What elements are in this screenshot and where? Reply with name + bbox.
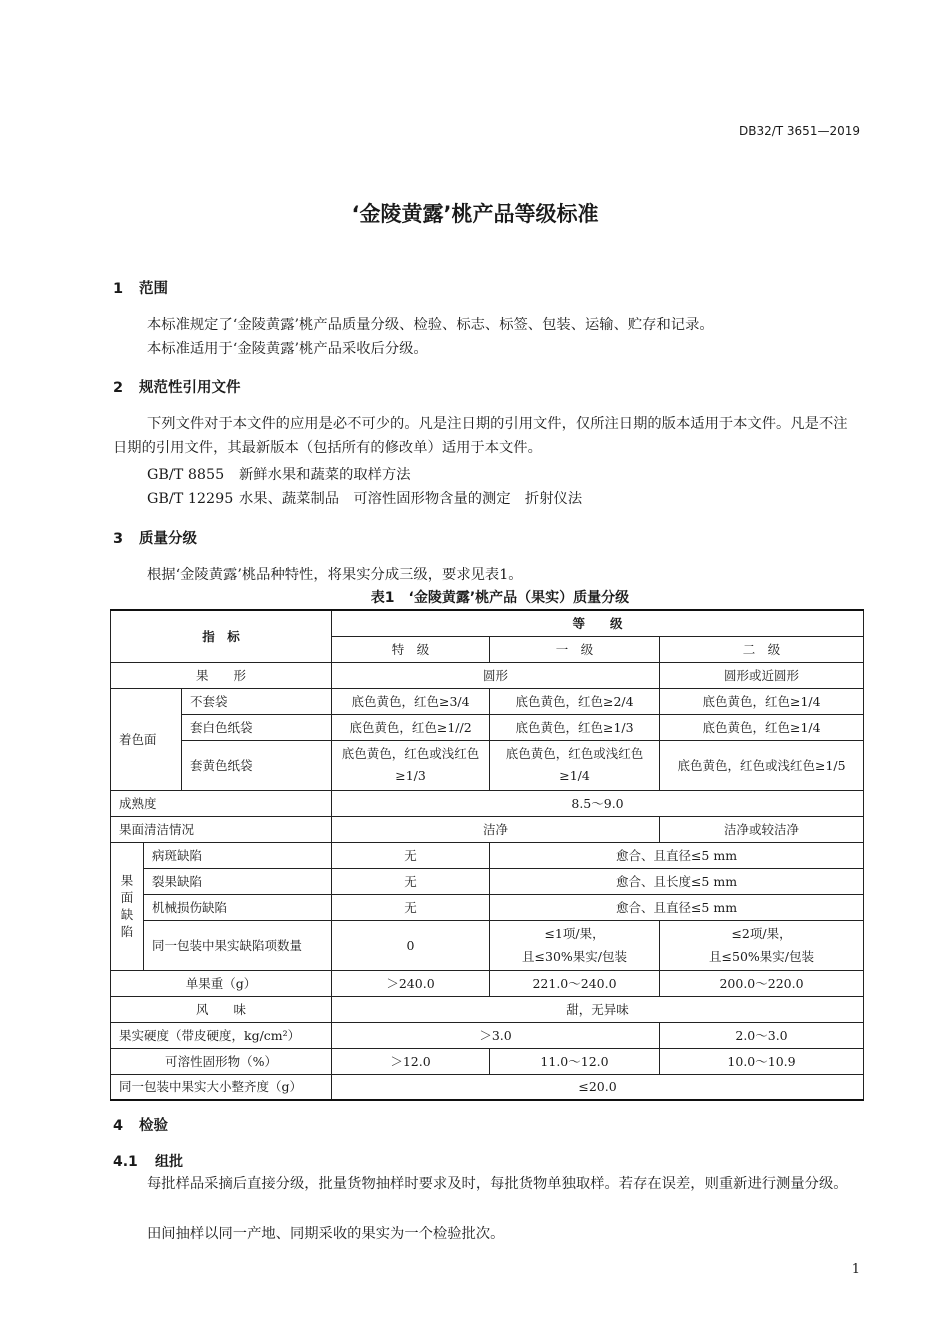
cell: 无 <box>332 842 490 868</box>
paragraph: 本标准规定了‘金陵黄露’桃产品质量分级、检验、标志、标签、包装、运输、贮存和记录。 <box>147 317 714 333</box>
reference-code: GB/T 12295 <box>147 491 234 507</box>
cell-line: ≤1项/果， <box>544 926 605 941</box>
cell: 底色黄色，红色≥3/4 <box>332 688 490 714</box>
section-3-heading <box>113 527 197 548</box>
row-sublabel: 裂果缺陷 <box>144 868 332 894</box>
header-indicator: 指 标 <box>111 610 332 662</box>
table-caption: 表1 ‘金陵黄露’桃产品（果实）质量分级 <box>370 590 630 606</box>
row-label: 可溶性固形物（%） <box>111 1048 332 1074</box>
section-1-heading <box>113 277 168 298</box>
table-row <box>111 1048 864 1074</box>
table-row <box>111 868 864 894</box>
cell: 愈合、且直径≤5 mm <box>490 894 864 920</box>
cell: ＞12.0 <box>332 1048 490 1074</box>
row-sublabel: 套黄色纸袋 <box>182 740 332 790</box>
row-sublabel: 病斑缺陷 <box>144 842 332 868</box>
section-title: 检验 <box>139 1118 168 1134</box>
table-row <box>111 688 864 714</box>
paragraph: 下列文件对于本文件的应用是必不可少的。凡是注日期的引用文件，仅所注日期的版本适用于本文件。凡是不注日期的引用文件，其最新版本（包括所有的修改单）适用于本文件。 <box>113 416 848 456</box>
cell: 愈合、且长度≤5 mm <box>490 868 864 894</box>
cell: 8.5～9.0 <box>332 790 864 816</box>
section-title: 质量分级 <box>139 531 197 547</box>
cell: ＞3.0 <box>332 1022 660 1048</box>
table-row <box>111 996 864 1022</box>
cell: 底色黄色，红色或浅红色≥1/3 <box>332 740 490 790</box>
row-sublabel: 不套袋 <box>182 688 332 714</box>
table-row <box>111 790 864 816</box>
section-2-heading <box>113 376 241 397</box>
row-label: 风 味 <box>111 996 332 1022</box>
table-row <box>111 714 864 740</box>
cell: 0 <box>332 920 490 970</box>
cell: 底色黄色，红色≥1/4 <box>660 688 864 714</box>
table-row <box>111 1074 864 1100</box>
section-4-1-heading <box>113 1151 183 1171</box>
cell: 甜，无异味 <box>332 996 864 1022</box>
cell: 2.0～3.0 <box>660 1022 864 1048</box>
table-row <box>111 842 864 868</box>
page-title: ‘金陵黄露’桃产品等级标准 <box>351 202 599 226</box>
cell: 洁净 <box>332 816 660 842</box>
row-label: 单果重（g） <box>111 970 332 996</box>
section-number: 2 <box>113 380 124 396</box>
header-second-grade: 二 级 <box>660 636 864 662</box>
section-title: 规范性引用文件 <box>139 380 241 396</box>
paragraph: 根据‘金陵黄露’桃品种特性，将果实分成三级，要求见表1。 <box>147 567 523 583</box>
quality-grade-table <box>110 609 864 1101</box>
cell: 底色黄色，红色或浅红色≥1/5 <box>660 740 864 790</box>
cell: 圆形 <box>332 662 660 688</box>
cell: 221.0～240.0 <box>490 970 660 996</box>
cell <box>660 920 864 970</box>
table-row <box>111 970 864 996</box>
cell: 底色黄色，红色≥1/3 <box>490 714 660 740</box>
cell: 愈合、且直径≤5 mm <box>490 842 864 868</box>
reference-code: GB/T 8855 <box>147 467 225 483</box>
row-label: 果面清洁情况 <box>111 816 332 842</box>
header-grade: 等 级 <box>332 610 864 636</box>
row-sublabel: 机械损伤缺陷 <box>144 894 332 920</box>
table-row <box>111 740 864 790</box>
cell-line: 且≤30%果实/包装 <box>522 949 627 964</box>
section-number: 1 <box>113 281 124 297</box>
cell: 洁净或较洁净 <box>660 816 864 842</box>
section-title: 组批 <box>155 1154 183 1170</box>
paragraph: 田间抽样以同一产地、同期采收的果实为一个检验批次。 <box>147 1226 505 1242</box>
row-sublabel: 套白色纸袋 <box>182 714 332 740</box>
header-first-grade: 一 级 <box>490 636 660 662</box>
document-number: DB32/T 3651—2019 <box>738 124 860 138</box>
normative-reference <box>147 464 411 484</box>
cell <box>490 920 660 970</box>
cell: 圆形或近圆形 <box>660 662 864 688</box>
cell: ＞240.0 <box>332 970 490 996</box>
table-row <box>111 894 864 920</box>
row-label: 着色面 <box>111 688 182 790</box>
row-label: 果面缺陷 <box>111 842 144 970</box>
table-row <box>111 1022 864 1048</box>
cell-line: ≤2项/果， <box>731 926 792 941</box>
paragraph: 每批样品采摘后直接分级，批量货物抽样时要求及时，每批货物单独取样。若存在误差，则重新进行测量分级。 <box>147 1176 848 1192</box>
cell: 10.0～10.9 <box>660 1048 864 1074</box>
cell: 底色黄色，红色≥1//2 <box>332 714 490 740</box>
reference-title: 水果、蔬菜制品 可溶性固形物含量的测定 折射仪法 <box>239 491 583 507</box>
row-label: 成熟度 <box>111 790 332 816</box>
cell: 11.0～12.0 <box>490 1048 660 1074</box>
section-number: 3 <box>113 531 124 547</box>
table-row <box>111 920 864 970</box>
cell: 底色黄色，红色或浅红色≥1/4 <box>490 740 660 790</box>
row-label: 果实硬度（带皮硬度，kg/cm²） <box>111 1022 332 1048</box>
page-number: 1 <box>851 1262 860 1277</box>
section-4-heading <box>113 1114 168 1135</box>
paragraph: 本标准适用于‘金陵黄露’桃产品采收后分级。 <box>147 341 428 357</box>
row-label: 果 形 <box>111 662 332 688</box>
cell: 无 <box>332 868 490 894</box>
cell: 无 <box>332 894 490 920</box>
cell: 200.0～220.0 <box>660 970 864 996</box>
cell: 底色黄色，红色≥2/4 <box>490 688 660 714</box>
section-number: 4 <box>113 1118 124 1134</box>
header-special-grade: 特 级 <box>332 636 490 662</box>
reference-title: 新鲜水果和蔬菜的取样方法 <box>239 467 411 483</box>
section-title: 范围 <box>139 281 168 297</box>
section-number: 4.1 <box>113 1154 138 1170</box>
cell-line: 且≤50%果实/包装 <box>709 949 814 964</box>
cell: 底色黄色，红色≥1/4 <box>660 714 864 740</box>
table-row <box>111 662 864 688</box>
row-label: 同一包装中果实大小整齐度（g） <box>111 1074 332 1100</box>
row-sublabel: 同一包装中果实缺陷项数量 <box>144 920 332 970</box>
cell: ≤20.0 <box>332 1074 864 1100</box>
normative-reference <box>147 488 582 508</box>
table-row <box>111 816 864 842</box>
